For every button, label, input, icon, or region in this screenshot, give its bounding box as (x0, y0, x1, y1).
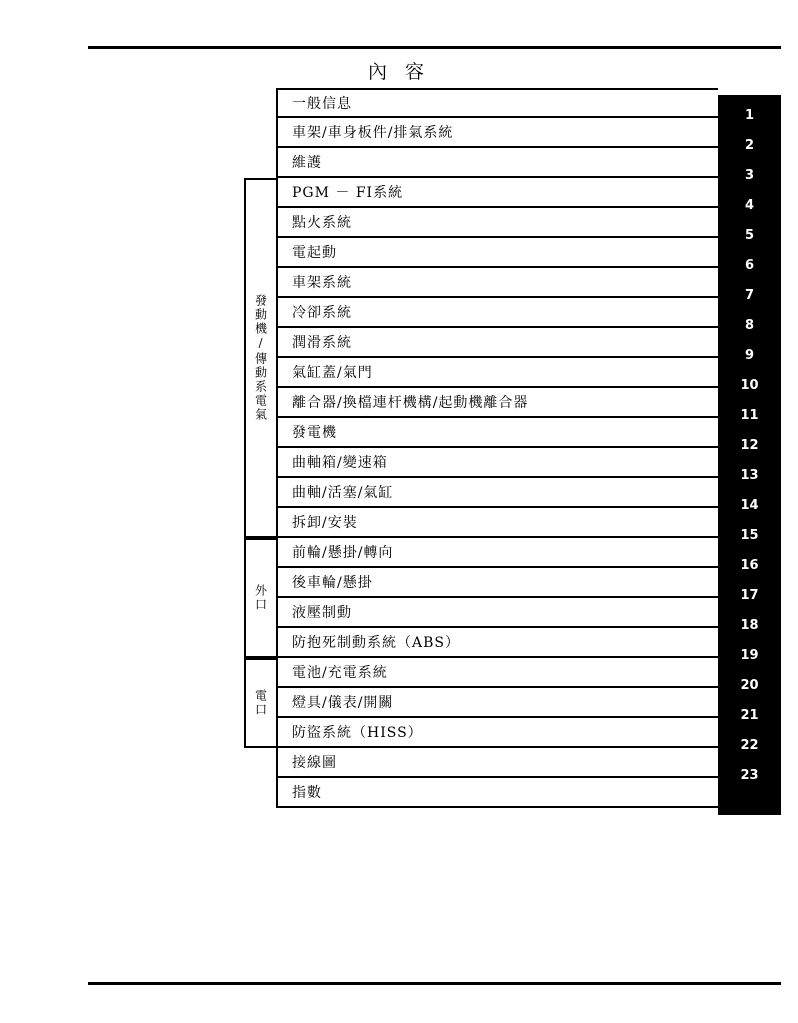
toc-row-number: 19 (718, 635, 781, 665)
toc-row-label: 電起動 (276, 238, 718, 268)
toc-row-number: 22 (718, 725, 781, 755)
toc-row-label: 拆卸/安裝 (276, 508, 718, 538)
toc-row[interactable] (276, 628, 781, 663)
toc-row-label: 接線圖 (276, 748, 718, 778)
page-title: 內 容 (367, 61, 431, 83)
section-bracket-electrical (244, 658, 276, 748)
toc-row[interactable] (276, 358, 781, 393)
toc-row-label: 液壓制動 (276, 598, 718, 628)
toc-row[interactable] (276, 118, 781, 153)
toc-row-label: 指數 (276, 778, 718, 808)
toc-row[interactable] (276, 748, 781, 783)
toc-row-label: 車架/車身板件/排氣系統 (276, 118, 718, 148)
toc-row[interactable] (276, 328, 781, 363)
toc-row-label: 防盜系統（HISS） (276, 718, 718, 748)
toc-row[interactable] (276, 148, 781, 183)
toc-row-number: 3 (718, 155, 781, 185)
section-bracket-engine (244, 178, 276, 538)
toc-row-label: 潤滑系統 (276, 328, 718, 358)
toc-row-number: 23 (718, 755, 781, 785)
toc-row[interactable] (276, 598, 781, 633)
toc-row-label: 車架系統 (276, 268, 718, 298)
section-bracket-engine-label: 發動機/傳動系電氣 (253, 294, 268, 422)
toc-row-label: 燈具/儀表/開關 (276, 688, 718, 718)
toc-row-label: 曲軸/活塞/氣缸 (276, 478, 718, 508)
toc-row[interactable] (276, 88, 781, 123)
toc-row-label: PGM － FI系統 (276, 178, 718, 208)
section-bracket-electrical-label: 電口 (253, 689, 268, 717)
toc-row-label: 離合器/換檔連杆機構/起動機離合器 (276, 388, 718, 418)
toc-row-number: 1 (718, 95, 781, 125)
toc-row-number: 7 (718, 275, 781, 305)
toc-row[interactable] (276, 538, 781, 573)
toc-row-number: 12 (718, 425, 781, 455)
toc-row[interactable] (276, 238, 781, 273)
toc-row[interactable] (276, 178, 781, 213)
toc-row[interactable] (276, 268, 781, 303)
toc-row-number: 5 (718, 215, 781, 245)
toc-row[interactable] (276, 298, 781, 333)
toc-row[interactable] (276, 448, 781, 483)
toc-row-label: 冷卻系統 (276, 298, 718, 328)
toc-row-label: 曲軸箱/變速箱 (276, 448, 718, 478)
toc-row[interactable] (276, 688, 781, 723)
toc-row-number (718, 785, 781, 815)
section-bracket-chassis (244, 538, 276, 658)
toc-row-label: 前輪/懸掛/轉向 (276, 538, 718, 568)
toc-row-label: 防抱死制動系統（ABS） (276, 628, 718, 658)
toc-row[interactable] (276, 658, 781, 693)
toc-row[interactable] (276, 418, 781, 453)
toc-row-label: 維護 (276, 148, 718, 178)
toc-row-number: 9 (718, 335, 781, 365)
section-bracket-chassis-label: 外口 (253, 584, 268, 612)
header-rule (88, 46, 781, 49)
toc-row[interactable] (276, 778, 781, 808)
toc-row-number: 6 (718, 245, 781, 275)
toc-row[interactable] (276, 208, 781, 243)
table-of-contents (276, 88, 781, 808)
toc-row[interactable] (276, 508, 781, 543)
toc-row[interactable] (276, 568, 781, 603)
toc-row-number: 11 (718, 395, 781, 425)
toc-row-number: 17 (718, 575, 781, 605)
toc-row-number: 21 (718, 695, 781, 725)
toc-row-number: 13 (718, 455, 781, 485)
toc-row-number: 10 (718, 365, 781, 395)
toc-row-number: 20 (718, 665, 781, 695)
toc-row-label: 發電機 (276, 418, 718, 448)
toc-row[interactable] (276, 388, 781, 423)
toc-row-number: 14 (718, 485, 781, 515)
toc-row-number: 15 (718, 515, 781, 545)
toc-row[interactable] (276, 478, 781, 513)
toc-row-number: 4 (718, 185, 781, 215)
toc-row-label: 一般信息 (276, 88, 718, 118)
toc-row[interactable] (276, 718, 781, 753)
toc-row-label: 氣缸蓋/氣門 (276, 358, 718, 388)
toc-row-number: 18 (718, 605, 781, 635)
toc-row-label: 電池/充電系統 (276, 658, 718, 688)
toc-row-number: 16 (718, 545, 781, 575)
toc-row-label: 後車輪/懸掛 (276, 568, 718, 598)
toc-row-number: 2 (718, 125, 781, 155)
toc-row-number: 8 (718, 305, 781, 335)
toc-row-label: 點火系統 (276, 208, 718, 238)
footer-rule (88, 982, 781, 985)
